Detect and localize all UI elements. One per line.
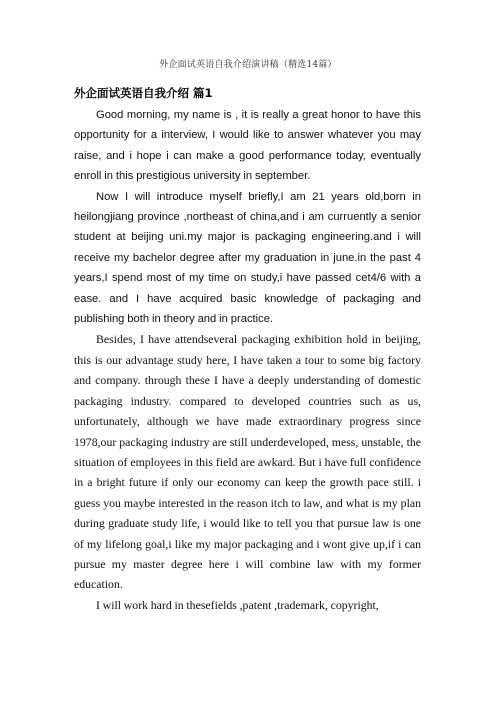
paragraph-introduction: Now I will introduce myself briefly,I am 21 years old,born in heilongjiang province ,northeast of china,and i am curruently a senior student at beijing uni.my major is packaging engineering.and i will receive my bachelor degree after my graduation in june.in the past 4 years,I spend most of my time on study,i have passed cet4/6 with a ease. and I have acquired basic knowledge of packaging and publishing both in theory and in practice.	[74, 190, 421, 326]
paragraph-plans: I will work hard in thesefields ,patent ,trademark, copyright,	[96, 597, 379, 612]
paragraph-greeting: Good morning, my name is , it is really a great honor to have this opportunity for a interview, I would like to answer whatever you may raise, and i hope i can make a good performance today, eventually enroll in this prestigious university in september.	[74, 109, 421, 183]
section-title: 外企面试英语自我介绍 篇1	[74, 86, 213, 100]
document-body	[74, 84, 421, 615]
running-header: 外企面试英语自我介绍演讲稿（精选14篇）	[159, 60, 337, 70]
paragraph-experience: Besides, I have attendseveral packaging exhibition hold in beijing, this is our advantage study here, I have taken a tour to some big factory and company. through these I have a deeply understanding of domestic packaging industry. compared to developed countries such as us, unfortunately, although we have made extraordinary progress since 1978,our packaging industry are still underdeveloped, mess, unstable, the situation of employees in this field are awkard. But i have full confidence in a bright future if only our economy can keep the growth pace still. i guess you maybe interested in the reason itch to law, and what is my plan during graduate study life, i would like to tell you that pursue law is one of my lifelong goal,i like my major packaging and i wont give up,if i can pursue my master degree here i will combine law with my former education.	[74, 332, 421, 592]
